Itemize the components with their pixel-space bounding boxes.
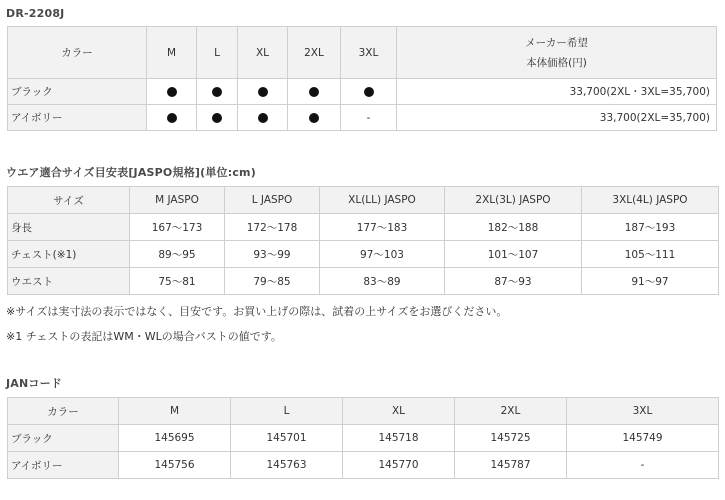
size-value: 182〜188 xyxy=(445,214,582,241)
jan-header-row xyxy=(8,398,719,425)
filled-dot-icon xyxy=(364,87,374,97)
jan-code: 145725 xyxy=(455,425,567,452)
size-header-row xyxy=(8,187,719,214)
jan-code: 145770 xyxy=(343,452,455,479)
row-label: アイボリー xyxy=(8,452,119,479)
jan-code: 145718 xyxy=(343,425,455,452)
jan-code: 145701 xyxy=(231,425,343,452)
row-label: 身長 xyxy=(8,214,130,241)
jan-header: M xyxy=(119,398,231,425)
size-value: 167〜173 xyxy=(130,214,225,241)
availability-mark: - xyxy=(341,105,397,131)
filled-dot-icon xyxy=(212,113,222,123)
row-label: チェスト(※1) xyxy=(8,241,130,268)
jan-header: L xyxy=(231,398,343,425)
size-chart-header: L JASPO xyxy=(225,187,320,214)
chest-note: ※1 チェストの表記はWM・WLの場合バストの値です。 xyxy=(6,330,282,343)
availability-mark xyxy=(147,79,197,105)
availability-mark xyxy=(238,105,288,131)
jan-code: 145787 xyxy=(455,452,567,479)
price-header xyxy=(397,27,717,79)
size-value: 177〜183 xyxy=(320,214,445,241)
row-label: ブラック xyxy=(8,425,119,452)
jan-code: 145756 xyxy=(119,452,231,479)
size-note: ※サイズは実寸法の表示ではなく、目安です。お買い上げの際は、試着の上サイズをお選びください。 xyxy=(6,305,508,318)
size-header-3xl: 3XL xyxy=(341,27,397,79)
size-chart-header: M JASPO xyxy=(130,187,225,214)
size-value: 75〜81 xyxy=(130,268,225,295)
jan-table xyxy=(7,397,719,479)
size-chart-header: 2XL(3L) JASPO xyxy=(445,187,582,214)
price-table xyxy=(7,26,717,131)
jan-row-black xyxy=(8,425,719,452)
size-header-xl: XL xyxy=(238,27,288,79)
size-row-chest xyxy=(8,241,719,268)
size-chart-header: サイズ xyxy=(8,187,130,214)
filled-dot-icon xyxy=(258,87,268,97)
jan-code: 145763 xyxy=(231,452,343,479)
size-row-waist xyxy=(8,268,719,295)
size-value: 87〜93 xyxy=(445,268,582,295)
price-value: 33,700(2XL=35,700) xyxy=(397,105,717,131)
row-label: ブラック xyxy=(8,79,147,105)
color-header: カラー xyxy=(8,27,147,79)
availability-mark xyxy=(341,79,397,105)
jan-header: カラー xyxy=(8,398,119,425)
size-value: 79〜85 xyxy=(225,268,320,295)
jan-row-ivory xyxy=(8,452,719,479)
jan-title: JANコード xyxy=(6,377,63,390)
size-value: 83〜89 xyxy=(320,268,445,295)
filled-dot-icon xyxy=(258,113,268,123)
jan-code: - xyxy=(567,452,719,479)
size-chart-title: ウエア適合サイズ目安表[JASPO規格](単位:cm) xyxy=(6,166,256,179)
price-header-line2: 本体価格(円) xyxy=(526,56,587,69)
filled-dot-icon xyxy=(167,87,177,97)
jan-code: 145749 xyxy=(567,425,719,452)
size-value: 93〜99 xyxy=(225,241,320,268)
row-label: アイボリー xyxy=(8,105,147,131)
size-value: 97〜103 xyxy=(320,241,445,268)
model-title: DR-2208J xyxy=(6,7,65,20)
size-chart-header: 3XL(4L) JASPO xyxy=(582,187,719,214)
availability-mark xyxy=(238,79,288,105)
size-value: 172〜178 xyxy=(225,214,320,241)
availability-mark xyxy=(147,105,197,131)
size-value: 101〜107 xyxy=(445,241,582,268)
availability-mark xyxy=(197,79,238,105)
filled-dot-icon xyxy=(309,87,319,97)
size-header-2xl: 2XL xyxy=(288,27,341,79)
jan-header: 3XL xyxy=(567,398,719,425)
filled-dot-icon xyxy=(167,113,177,123)
size-value: 89〜95 xyxy=(130,241,225,268)
jan-header: XL xyxy=(343,398,455,425)
price-header-row xyxy=(8,27,717,79)
price-value: 33,700(2XL・3XL=35,700) xyxy=(397,79,717,105)
jan-code: 145695 xyxy=(119,425,231,452)
size-chart-table xyxy=(7,186,719,295)
price-row-ivory xyxy=(8,105,717,131)
size-value: 91〜97 xyxy=(582,268,719,295)
row-label: ウエスト xyxy=(8,268,130,295)
availability-mark xyxy=(197,105,238,131)
size-value: 105〜111 xyxy=(582,241,719,268)
jan-header: 2XL xyxy=(455,398,567,425)
size-header-m: M xyxy=(147,27,197,79)
size-value: 187〜193 xyxy=(582,214,719,241)
availability-mark xyxy=(288,105,341,131)
size-header-l: L xyxy=(197,27,238,79)
price-row-black xyxy=(8,79,717,105)
availability-mark xyxy=(288,79,341,105)
price-header-line1: メーカー希望 xyxy=(525,36,588,49)
size-row-height xyxy=(8,214,719,241)
filled-dot-icon xyxy=(309,113,319,123)
filled-dot-icon xyxy=(212,87,222,97)
size-chart-header: XL(LL) JASPO xyxy=(320,187,445,214)
